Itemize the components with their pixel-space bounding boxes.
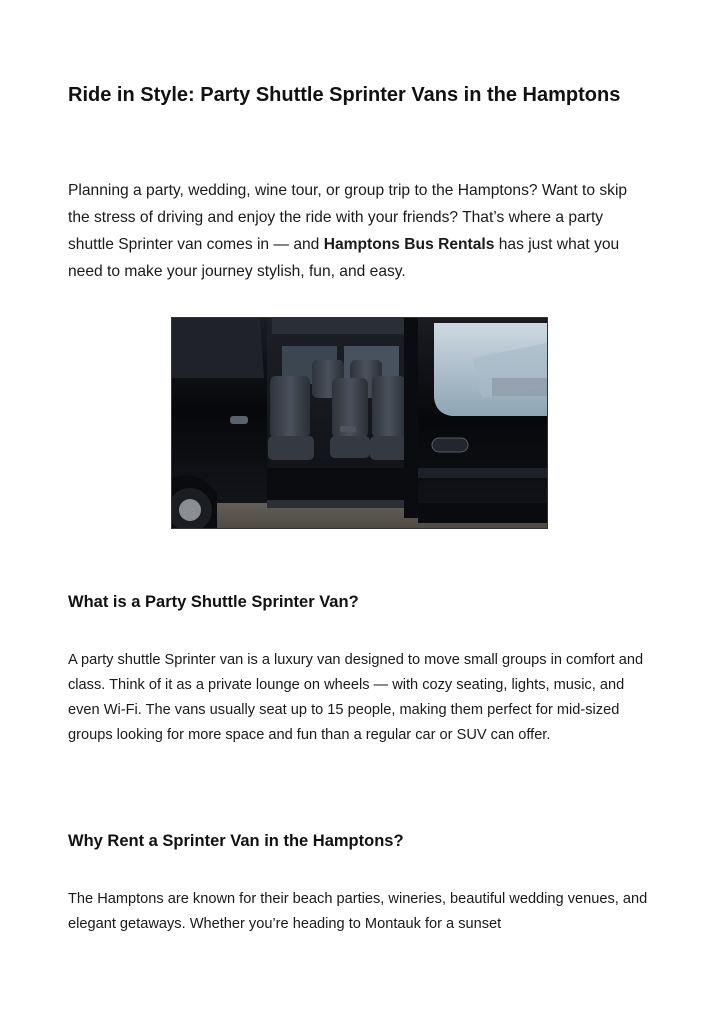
brand-name: Hamptons Bus Rentals bbox=[323, 236, 495, 253]
section-paragraph-what-is: A party shuttle Sprinter van is a luxury van designed to move small groups in comfort and class. Think of it as a private lounge on wheels — with cozy seating, lights, music, and even Wi-Fi. The vans usually seat up to 15 people, making them perfect for mid-sized groups looking for more space and fun than a regular car or SUV can offer. bbox=[68, 652, 644, 743]
intro-text-end: has just what you need to make your journey stylish, fun, and easy. bbox=[68, 236, 620, 280]
intro-paragraph bbox=[68, 177, 648, 285]
sprinter-van-photo bbox=[171, 317, 548, 529]
section-heading-why-rent: Why Rent a Sprinter Van in the Hamptons? bbox=[68, 832, 404, 850]
section-heading-what-is: What is a Party Shuttle Sprinter Van? bbox=[68, 593, 359, 611]
intro-text-start: Planning a party, wedding, wine tour, or group trip to the Hamptons? Want to skip the stress of driving and enjoy the ride with your friends? That’s where a party shuttle Sprinter van comes in — and bbox=[68, 182, 628, 253]
section-paragraph-why-rent: The Hamptons are known for their beach parties, wineries, beautiful wedding venues, and elegant getaways. Whether you’re heading to Montauk for a sunset bbox=[68, 891, 648, 932]
page-title: Ride in Style: Party Shuttle Sprinter Vans in the Hamptons bbox=[68, 84, 621, 106]
van-illustration bbox=[172, 318, 547, 528]
